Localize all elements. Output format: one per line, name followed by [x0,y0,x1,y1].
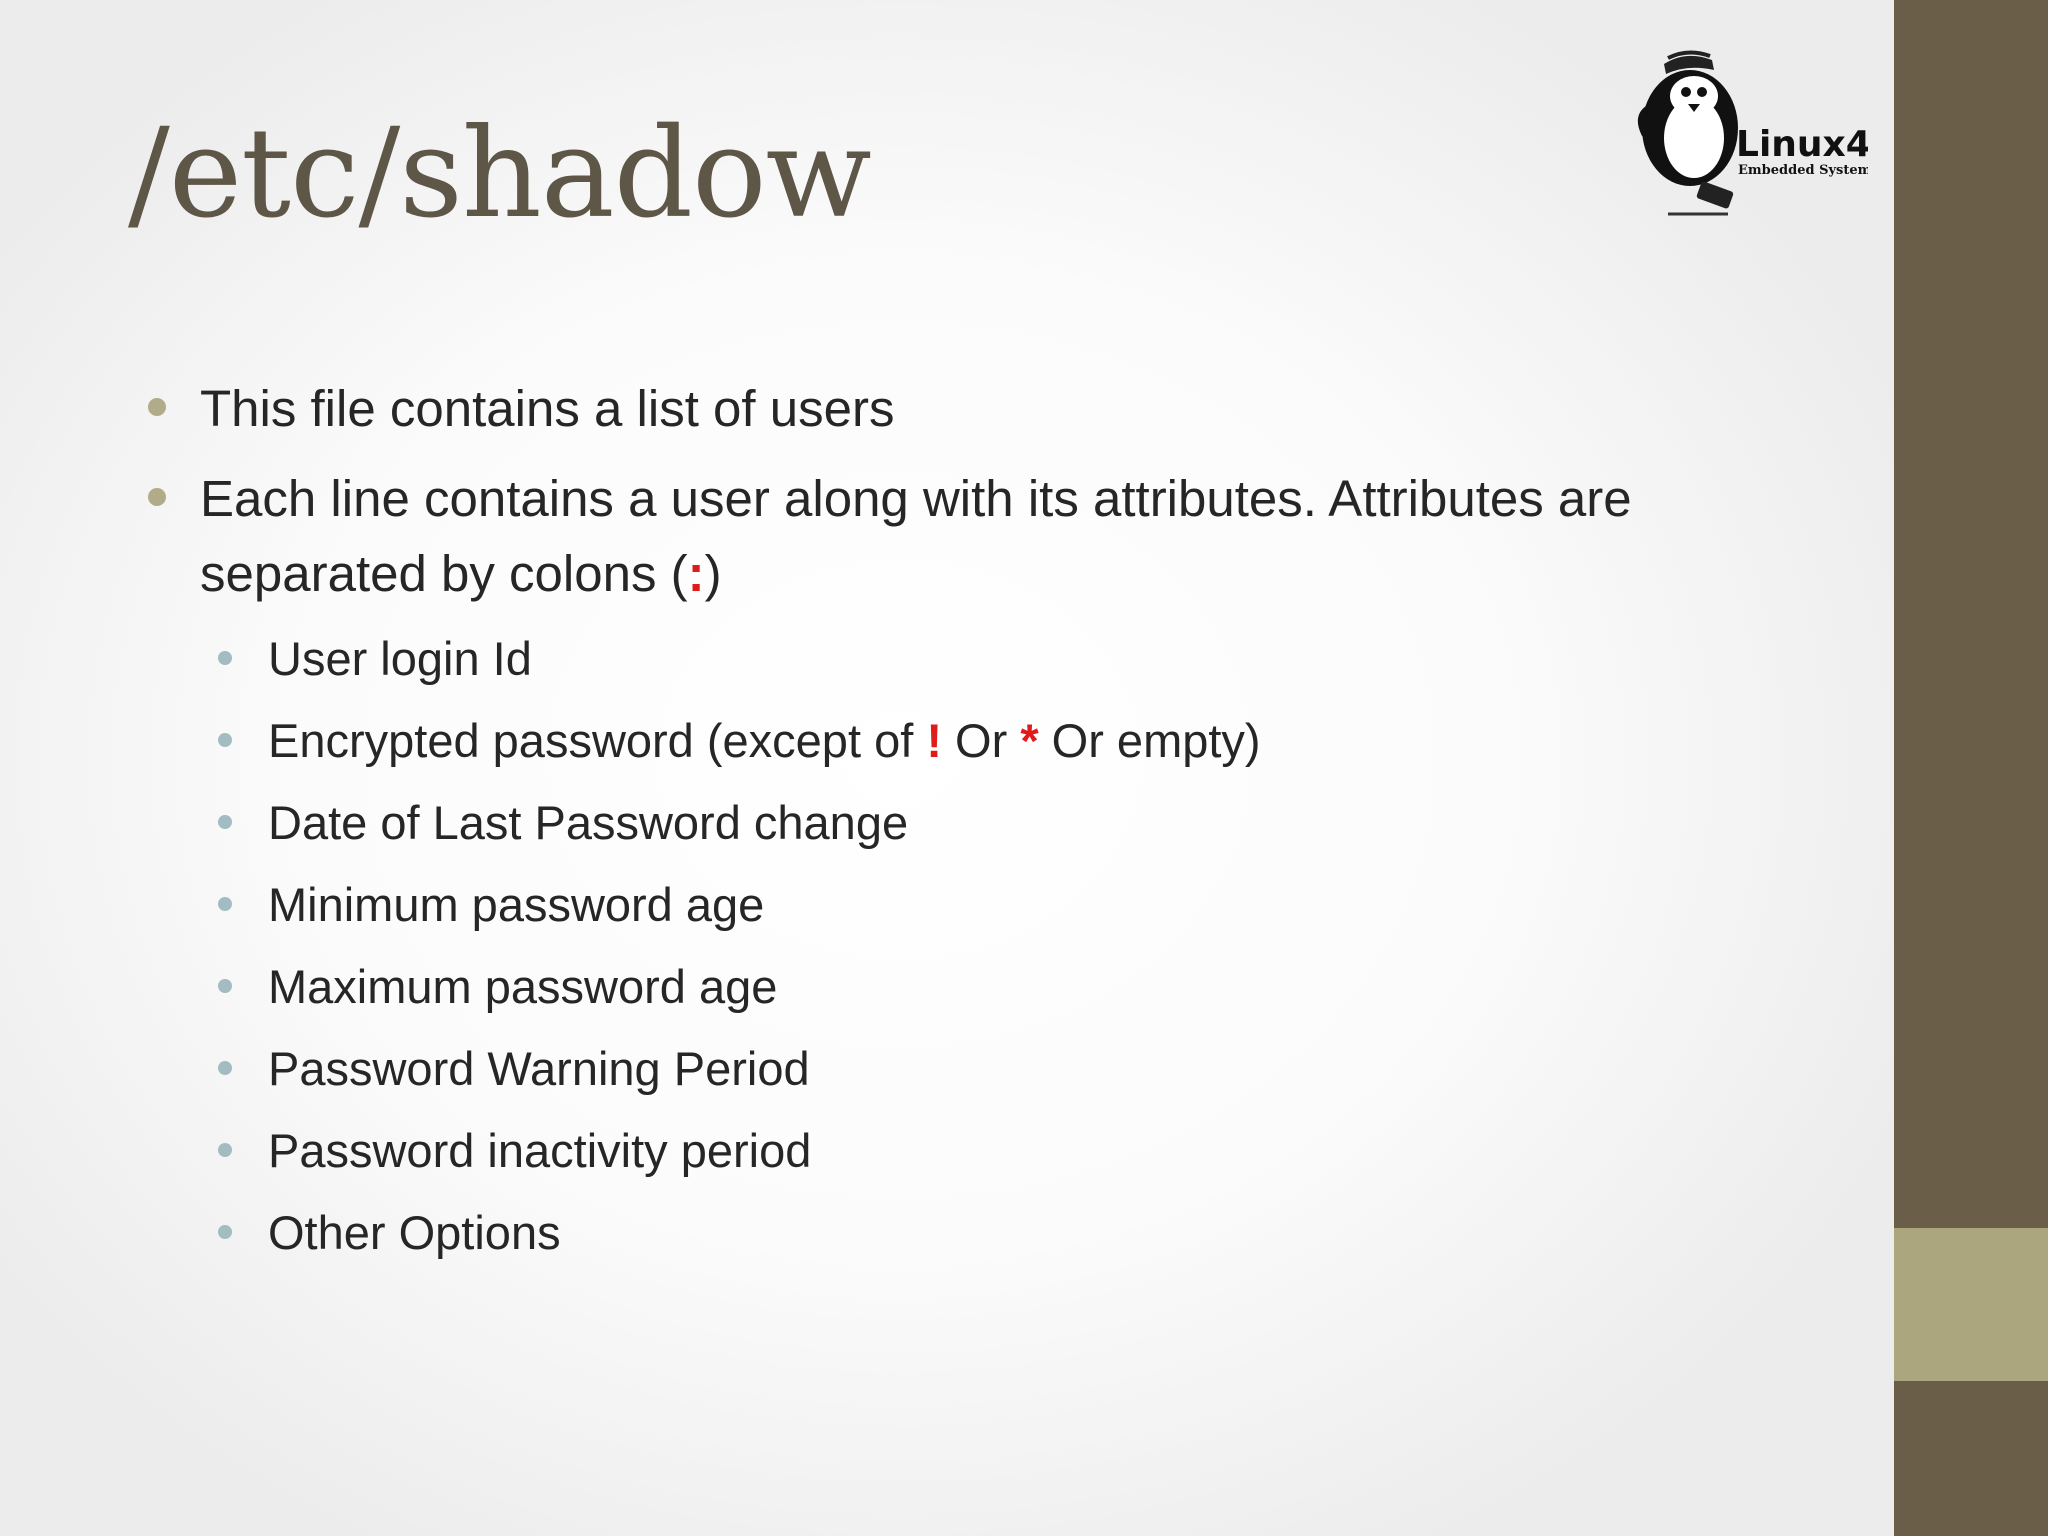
bullet-dot [148,398,166,416]
bullet-dot [218,979,232,993]
asterisk-highlight: * [1020,714,1039,767]
sub-bullet-text: Minimum password age [268,878,765,931]
exclamation-highlight: ! [926,714,942,767]
bullet-text: This file contains a list of users [200,380,895,437]
sub-bullet-text: Other Options [268,1206,561,1259]
bullet-dot [218,1061,232,1075]
sub-bullet-text: Maximum password age [268,960,778,1013]
bullet-dot [218,1225,232,1239]
sub-bullet-text: Password inactivity period [268,1124,812,1177]
logo-subtitle: Embedded Systems [1738,163,1868,178]
linux4-logo [1628,46,1868,226]
side-decoration-accent [1894,1228,2048,1381]
penguin-logo-icon [1628,46,1868,226]
sub-bullet-text: Date of Last Password change [268,796,909,849]
bullet-dot [148,488,166,506]
bullet-dot [218,815,232,829]
slide-title: /etc/shadow [128,102,871,246]
colon-highlight: : [687,545,705,602]
sub-bullet-text: User login Id [268,632,532,685]
bullet-text: Each line contains a user along with its attributes. Attributes are separated by colons (:) [200,470,1632,602]
sub-bullet-text: Encrypted password (except of ! Or * Or empty) [268,714,1261,767]
bullet-dot [218,733,232,747]
bullet-dot [218,897,232,911]
sub-bullet-text: Password Warning Period [268,1042,810,1095]
logo-name: Linux4 [1736,124,1868,165]
bullet-dot [218,651,232,665]
bullet-dot [218,1143,232,1157]
